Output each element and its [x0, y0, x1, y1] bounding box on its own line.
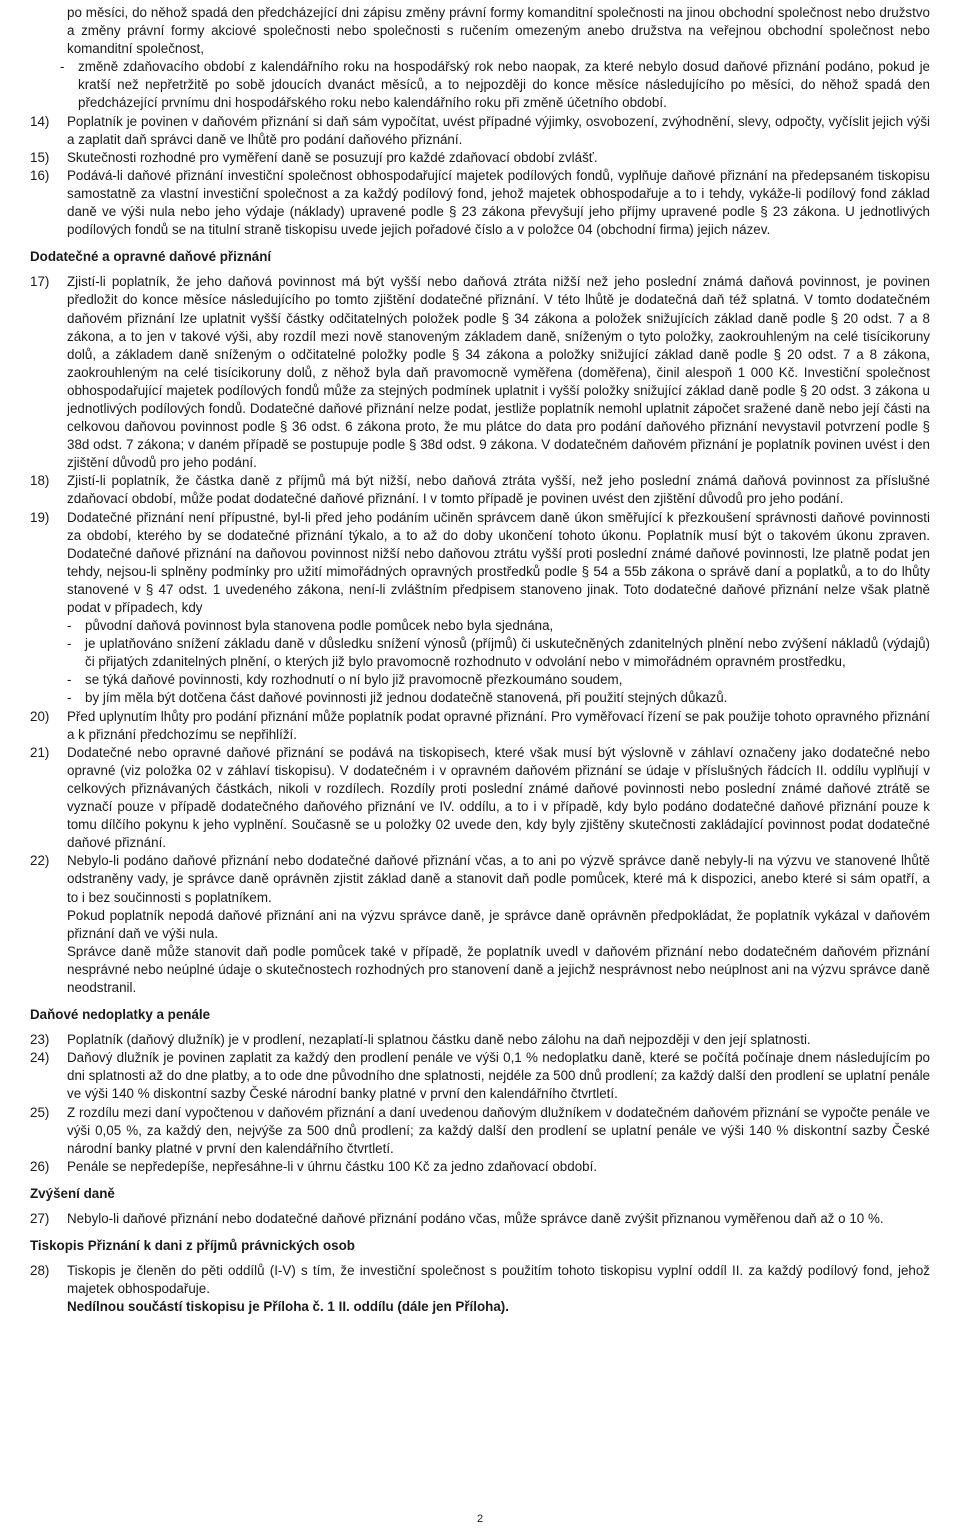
dash-marker: - — [67, 672, 72, 688]
list-item-19 — [30, 509, 930, 708]
section-heading-form-description: Tiskopis Přiznání k dani z příjmů právnických osob — [30, 1238, 355, 1254]
item-text: Skutečnosti rozhodné pro vyměření daně se posuzují pro každé zdaňovací období zvlášť. — [67, 149, 598, 165]
dash-text: by jím měla být dotčena část daňové povinnosti již jednou dodatečně stanovená, při použití stejných důkazů. — [85, 690, 728, 706]
item-text: Dodatečné přiznání není přípustné, byl-li před jeho podáním učiněn správcem daně úkon směřující k přezkoušení správnosti daňové povinnosti za období, kterého by se dodatečné přiznání týkalo, a to až do doby ukončení tohoto úkonu. Poplatník musí být o takovém úkonu zpraven. Dodatečné daňové přiznání na daňovou povinnost nižší nebo daňovou ztrátu vyšší proti poslední známé daňové povinnosti, lze platně podat jen tehdy, nejsou-li splněny podmínky pro užití mimořádných opravných prostředků podle § 54 a 55b zákona o správě daní a poplatků, a to do lhůty stanovené v § 47 odst. 1 uvedeného zákona, není-li zvláštním předpisem stanoveno jinak. Toto dodatečné daňové přiznání nelze však platně podat v případech, kdy — [67, 509, 930, 615]
dash-item — [67, 617, 930, 635]
attachment-note: Nedílnou součástí tiskopisu je Příloha č. 1 II. oddílu (dále jen Příloha). — [67, 1299, 509, 1315]
list-item-17 — [30, 273, 930, 472]
section-heading-tax-increase: Zvýšení daně — [30, 1185, 115, 1201]
item-number: 26) — [30, 1158, 50, 1174]
item-text: Poplatník (daňový dlužník) je v prodlení, nezaplatí-li splatnou částku daně nebo zálohu na daň nejpozději v den její splatnosti. — [67, 1032, 811, 1048]
item-number: 25) — [30, 1104, 50, 1120]
section-heading-supplementary-return: Dodatečné a opravné daňové přiznání — [30, 249, 272, 265]
page-number: 2 — [476, 1513, 484, 1525]
item-text: Dodatečné nebo opravné daňové přiznání se podává na tiskopisech, které však musí být výslovně v záhlaví označeny jako dodatečné nebo opravné (viz položka 02 v záhlaví tiskopisu). V dodatečném i v opravném daňovém přiznání se údaje v příslušných řádcích II. oddílu vyplňují v celkových přiznávaných částkách, nikoli v rozdílech. Rozdíly proti poslední známé daňové povinnosti nebo poslední známé daňové ztrátě se vyznačí pouze v případě dodatečného daňového přiznání ve IV. oddílu, a to i v případě, kdy bylo podáno dodatečné daňové přiznání pouze k tomu dílčího pokynu k jeho vyplnění. Současně se u položky 02 uvede den, kdy byly zjištěny skutečnosti zakládající povinnost podat dodatečné daňové přiznání. — [67, 744, 930, 851]
item-text: Nebylo-li podáno daňové přiznání nebo dodatečné daňové přiznání včas, a to ani po výzvě správce daně nebyly-li na výzvu ve stanovené lhůtě odstraněny vady, je správce daně oprávněn zjistit základ daně a stanovit daň podle pomůcek, které má k dispozici, anebo které si sám opatří, a to i bez součinnosti s poplatníkem. — [67, 853, 930, 905]
item-number: 16) — [30, 167, 50, 183]
dash-marker: - — [60, 59, 65, 75]
item-text: Z rozdílu mezi daní vypočtenou v daňovém přiznání a daní uvedenou daňovým dlužníkem v dodatečném daňovém přiznání se vypočte penále ve výši 0,05 %, za každý den, nejvýše za 500 dnů prodlení; za každý další den prodlení se uplatní penále ve výši 140 % diskontní sazby České národní banky platné v první den kalendářního čtvrtletí. — [67, 1104, 930, 1156]
item-number: 20) — [30, 708, 50, 724]
item-text: Zjistí-li poplatník, že jeho daňová povinnost má být vyšší nebo daňová ztráta nižší než jeho poslední známá daňová povinnost, je povinen předložit do konce měsíce následujícího po tomto zjištění dodatečné přiznání. V této lhůtě je dodatečná daň též splatná. V tomto dodatečném daňovém přiznání lze uplatnit vyšší částky odčitatelných položek podle § 34 zákona a položek snižujících základ daně podle § 20 odst. 7 a 8 zákona, a to jen v takové výši, aby rozdíl mezi nově stanoveným základem daně, sníženým o tyto položky, zaokrouhleným na celé tisícikoruny dolů, a základem daně sníženým o odčitatelné položky podle § 34 zákona a položky snižující základ daně podle § 20 odst. 7 a 8 zákona, zaokrouhleným na celé tisícikoruny dolů, z něhož byla daň pravomocně vyměřena (doměřena), činil alespoň 1 000 Kč. Investiční společnost obhospodařující majetek podílových fondů může za stejných podmínek uplatnit i vyšší položky snižující základ daně podle § 20 odst. 3 zákona u jednotlivých podílových fondů. Dodatečné daňové přiznání nelze podat, jestliže poplatník nemohl uplatnit zápočet sražené daně nebo její části na celkovou daňovou povinnost podle § 36 odst. 6 zákona proto, že mu plátce do data pro podání daňového přiznání nevystavil potvrzení podle § 38d odst. 7 zákona; v daném případě se postupuje podle § 38d odst. 9 zákona. V dodatečném daňovém přiznání je poplatník povinen uvést i den zjištění důvodů pro jeho podání. — [67, 274, 930, 471]
list-item-18 — [30, 472, 930, 508]
list-item-26 — [30, 1158, 930, 1176]
list-item-15 — [30, 149, 930, 167]
item-number: 17) — [30, 274, 50, 290]
dash-marker: - — [67, 636, 72, 652]
item-paragraph: Správce daně může stanovit daň podle pomůcek také v případě, že poplatník uvedl v daňovém přiznání nebo dodatečném daňovém přiznání nesprávné nebo neúplné údaje o skutečnostech rozhodných pro stanovení daně a jejichž nesprávnost nebo neúplnost ani na výzvu správce daně neodstranil. — [67, 943, 930, 995]
intro-dash-item — [60, 58, 930, 112]
item-number: 21) — [30, 744, 50, 760]
item-number: 15) — [30, 149, 50, 165]
list-item-23 — [30, 1031, 930, 1049]
list-item-14 — [30, 113, 930, 149]
item-number: 27) — [30, 1211, 50, 1226]
section-heading-arrears-penalty: Daňové nedoplatky a penále — [30, 1007, 211, 1023]
list-item-21 — [30, 744, 930, 853]
item-text: Nebylo-li daňové přiznání nebo dodatečné daňové přiznání podáno včas, může správce daně zvýšit přiznanou vyměřenou daň až o 10 %. — [67, 1211, 884, 1226]
item-text: Zjistí-li poplatník, že částka daně z příjmů má být nižší, nebo daňová ztráta vyšší, než jeho poslední známá daňová povinnost za příslušné zdaňovací období, může podat dodatečné daňové přiznání. I v tomto případě je povinen uvést den zjištění důvodů pro jeho podání. — [67, 473, 930, 507]
dash-marker: - — [67, 618, 72, 634]
list-item-28 — [30, 1262, 930, 1316]
item-text: Podává-li daňové přiznání investiční společnost obhospodařující majetek podílových fondů, vyplňuje daňové přiznání na předepsaném tiskopisu samostatně za vlastní investiční společnost a za každý podílový fond, jehož majetek obhospodařuje a to i tehdy, vykáže-li podílový fond základ daně ve výši nula nebo jeho výdaje (náklady) upravené podle § 23 zákona převyšují jeho příjmy upravené podle § 23 zákona. U jednotlivých podílových fondů se na titulní straně tiskopisu uvede jejich pořadové číslo a v položce 04 (obchodní firma) jejich název. — [67, 167, 930, 238]
document-body — [30, 4, 930, 1316]
list-item-25 — [30, 1104, 930, 1158]
intro-continuation: po měsíci, do něhož spadá den předcházející dni zápisu změny právní formy komanditní společnosti na jinou obchodní společnost nebo družstvo a změny právní formy akciové společnosti nebo společnosti s ručením omezeným anebo družstva na veřejnou obchodní společnost nebo komanditní společnost, — [67, 5, 930, 57]
dash-text: změně zdaňovacího období z kalendářního roku na hospodářský rok nebo naopak, za které nebylo dosud daňové přiznání podáno, pokud je kratší než nepřetržitě po sobě jdoucích dvanáct měsíců, a to nejpozději do konce měsíce následujícího po měsíci, do něhož spadá den předcházející prvnímu dni hospodářského roku nebo kalendářního roku při změně účetního období. — [78, 59, 930, 111]
item-number: 23) — [30, 1032, 50, 1048]
dash-text: původní daňová povinnost byla stanovena podle pomůcek nebo byla sjednána, — [85, 618, 554, 634]
item-text: Tiskopis je členěn do pěti oddílů (I-V) s tím, že investiční společnost s použitím tohoto tiskopisu vyplní oddíl II. za každý podílový fond, jehož majetek obhospodařuje. — [67, 1263, 930, 1297]
item-number: 28) — [30, 1263, 50, 1279]
item-number: 18) — [30, 473, 50, 489]
item-number: 22) — [30, 853, 50, 869]
list-item-24 — [30, 1049, 930, 1103]
list-item-22 — [30, 852, 930, 997]
item-number: 24) — [30, 1050, 50, 1066]
dash-item — [67, 635, 930, 671]
item-text: Poplatník je povinen v daňovém přiznání si daň sám vypočítat, uvést případné výjimky, osvobození, zvýhodnění, slevy, odpočty, vyčíslit jejich výši a zaplatit daň správci daně ve lhůtě pro podání daňového přiznání. — [67, 113, 930, 147]
dash-item — [67, 671, 930, 689]
item-number: 14) — [30, 113, 50, 129]
item-text: Penále se nepředepíše, nepřesáhne-li v úhrnu částku 100 Kč za jedno zdaňovací období. — [67, 1158, 598, 1174]
item-paragraph: Pokud poplatník nepodá daňové přiznání ani na výzvu správce daně, je správce daně oprávněn předpokládat, že poplatník vykázal v daňovém přiznání daň ve výši nula. — [67, 907, 930, 941]
list-item-16 — [30, 167, 930, 239]
item-text: Daňový dlužník je povinen zaplatit za každý den prodlení penále ve výši 0,1 % nedoplatku daně, které se počítá počínaje dnem následujícím po dni splatnosti až do dne platby, a to ode dne původního dne splatnosti, nejdéle za 500 dnů prodlení; za každý další den prodlení se uplatní penále ve výši 140 % diskontní sazby České národní banky platné v první den kalendářního čtvrtletí. — [67, 1050, 930, 1102]
dash-marker: - — [67, 690, 72, 706]
dash-text: je uplatňováno snížení základu daně v důsledku snížení výnosů (příjmů) či uskutečněných zdanitelných plnění nebo zvýšení nákladů (výdajů) či přijatých zdanitelných plnění, o kterých již bylo pravomocně rozhodnuto v odvolání nebo v mimořádném opravném prostředku, — [85, 636, 930, 670]
item-number: 19) — [30, 509, 50, 525]
item-text: Před uplynutím lhůty pro podání přiznání může poplatník podat opravné přiznání. Pro vyměřovací řízení se pak použije tohoto opravného přiznání a k přiznání předchozímu se nepřihlíží. — [67, 708, 930, 742]
list-item-27 — [30, 1210, 930, 1228]
dash-item — [67, 689, 930, 707]
list-item-20 — [30, 708, 930, 744]
dash-text: se týká daňové povinnosti, kdy rozhodnutí o ní bylo již pravomocně přezkoumáno soudem, — [85, 672, 623, 688]
